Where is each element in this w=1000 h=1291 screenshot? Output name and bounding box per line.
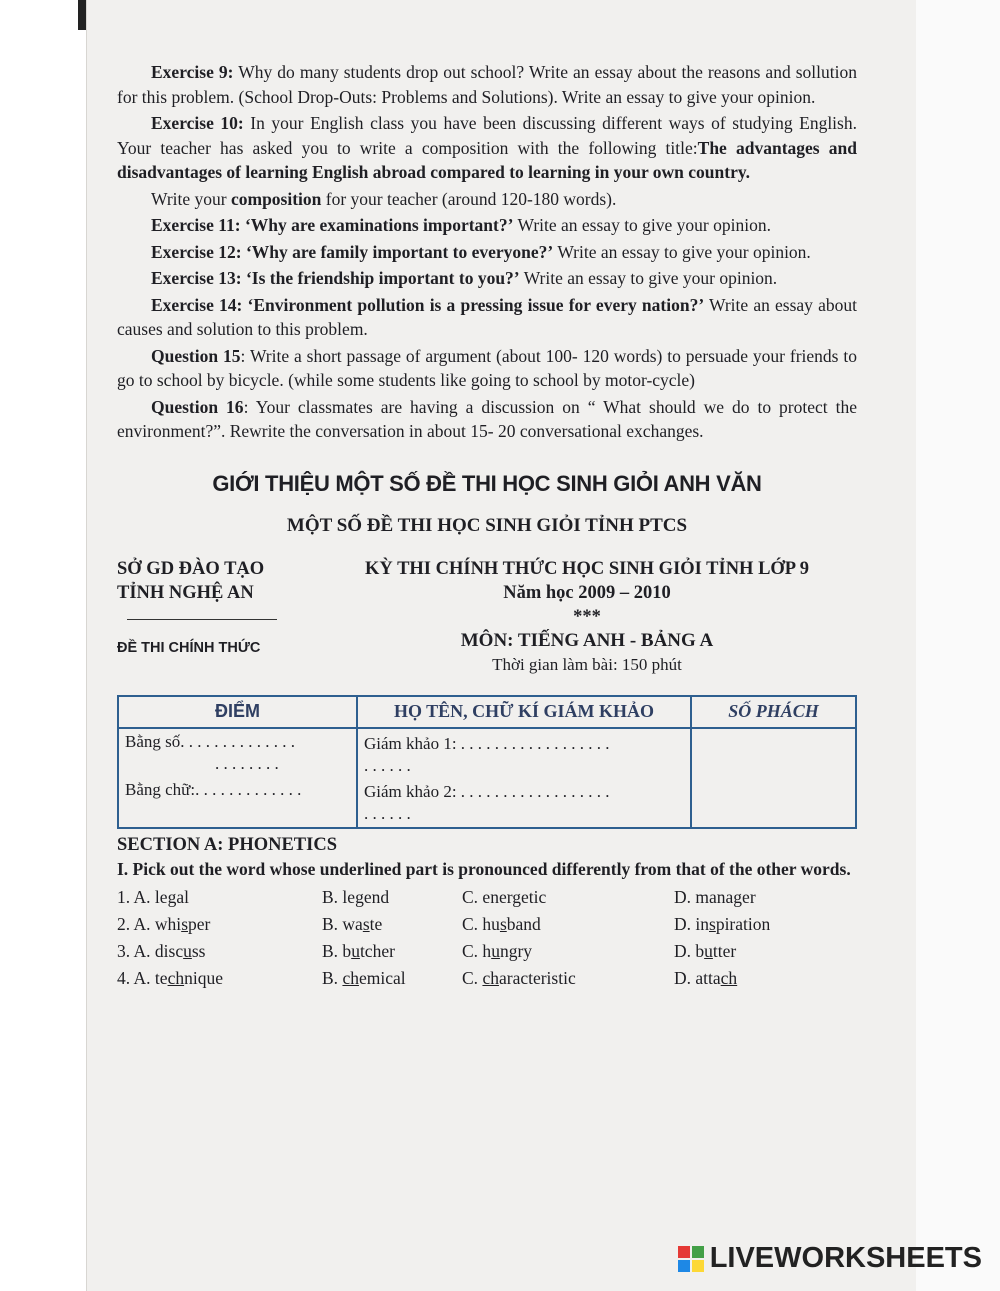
- option-2c[interactable]: C. husband: [462, 913, 541, 934]
- option-1d[interactable]: D. manager: [674, 886, 756, 907]
- option-4d[interactable]: D. attach: [674, 967, 738, 988]
- department-line1: SỞ GD ĐÀO TẠO: [117, 558, 265, 579]
- option-2a[interactable]: 2. A. whisper: [117, 913, 211, 934]
- option-3c[interactable]: C. hungry: [462, 940, 533, 961]
- score-number-cont: . . . . . . . .: [215, 753, 279, 773]
- section-a-heading: SECTION A: PHONETICS: [117, 834, 337, 855]
- marks-table-row: [118, 728, 856, 828]
- score-words-field[interactable]: Bằng chữ:. . . . . . . . . . . . .: [125, 779, 302, 799]
- option-1a[interactable]: 1. A. legal: [117, 886, 189, 907]
- exam-subject: MÔN: TIẾNG ANH - BẢNG A: [460, 629, 714, 651]
- so-phach-cell: [691, 728, 856, 828]
- option-3d[interactable]: D. butter: [674, 940, 737, 961]
- exercise-14: Exercise 14: ‘Environment pollution is a pressing issue for every nation?’ Write an essay about causes and solution to this problem.: [117, 294, 857, 339]
- score-number-field[interactable]: Bằng số. . . . . . . . . . . . . .: [125, 731, 295, 751]
- stars-separator: ***: [573, 606, 601, 627]
- phonetics-options: [117, 884, 857, 992]
- examiner-1-field[interactable]: Giám khảo 1: . . . . . . . . . . . . . . . . . .: [364, 733, 610, 753]
- school-year: Năm học 2009 – 2010: [503, 582, 671, 603]
- option-4c[interactable]: C. characteristic: [462, 967, 576, 988]
- header-divider: [127, 619, 277, 620]
- option-3b[interactable]: B. butcher: [322, 940, 395, 961]
- question-i-instruction: I. Pick out the word whose underlined part is pronounced differently from that of the other words.: [117, 859, 851, 879]
- exam-header-left: [117, 557, 317, 677]
- header-examiners: HỌ TÊN, CHỮ KÍ GIÁM KHẢO: [357, 696, 691, 728]
- liveworksheets-logo-icon: [678, 1246, 704, 1272]
- examiner-2-cont: . . . . . .: [364, 803, 411, 823]
- option-2d[interactable]: D. inspiration: [674, 913, 771, 934]
- question-16: Question 16: Your classmates are having a discussion on “ What should we do to protect the environment?”. Rewrite the conversation in about 15- 20 conversational exchanges.: [117, 396, 857, 441]
- score-cell: [118, 728, 357, 828]
- marks-table-header: [118, 696, 856, 728]
- exercise-11: Exercise 11: ‘Why are examinations important?’ Write an essay to give your opinion.: [151, 215, 771, 235]
- option-4b[interactable]: B. chemical: [322, 967, 406, 988]
- header-diem: ĐIỂM: [118, 696, 357, 728]
- exercise-10-line2: Write your composition for your teacher (around 120-180 words).: [151, 188, 617, 209]
- scan-margin-left: [0, 0, 84, 1291]
- marks-table: [117, 695, 857, 829]
- scan-margin-right: [916, 0, 1000, 1291]
- exam-duration: Thời gian làm bài: 150 phút: [492, 654, 682, 674]
- exam-header-right: [317, 557, 857, 677]
- liveworksheets-watermark: [678, 1242, 982, 1275]
- header-so-phach: SỐ PHÁCH: [691, 696, 856, 728]
- official-exam-label: ĐỀ THI CHÍNH THỨC: [117, 639, 261, 656]
- question-15: Question 15: Write a short passage of argument (about 100- 120 words) to persuade your friends to go to school by bicycle. (while some students like going to school by motor-cycle): [117, 345, 857, 390]
- option-3a[interactable]: 3. A. discuss: [117, 940, 206, 961]
- department-line2: TỈNH NGHỆ AN: [117, 582, 254, 603]
- examiner-cell: [357, 728, 691, 828]
- watermark-text: LIVEWORKSHEETS: [709, 1242, 982, 1274]
- exercise-12: Exercise 12: ‘Why are family important to everyone?’ Write an essay to give your opinion.: [151, 241, 811, 262]
- page-content: [117, 60, 857, 992]
- exercise-10: Exercise 10: In your English class you have been discussing different ways of studying English. Your teacher has asked you to write a composition with the following title:The advantages and disadvantages of learning English abroad compared to learning in your own country.: [117, 113, 857, 182]
- option-1b[interactable]: B. legend: [322, 886, 390, 907]
- examiner-2-field[interactable]: Giám khảo 2: . . . . . . . . . . . . . . . . . .: [364, 781, 610, 801]
- option-4a[interactable]: 4. A. technique: [117, 967, 223, 988]
- option-1c[interactable]: C. energetic: [462, 886, 547, 907]
- section-subtitle: MỘT SỐ ĐỀ THI HỌC SINH GIỎI TỈNH PTCS: [286, 515, 688, 536]
- exercise-9: Exercise 9: Why do many students drop out school? Write an essay about the reasons and sollution for this problem. (School Drop-Outs: Problems and Solutions). Write an essay to give your opinion.: [117, 62, 857, 107]
- exam-name: KỲ THI CHÍNH THỨC HỌC SINH GIỎI TỈNH LỚP 9: [365, 558, 809, 579]
- section-title: GIỚI THIỆU MỘT SỐ ĐỀ THI HỌC SINH GIỎI ANH VĂN: [212, 470, 762, 496]
- option-2b[interactable]: B. waste: [322, 913, 383, 934]
- examiner-1-cont: . . . . . .: [364, 755, 411, 775]
- exam-header: [117, 557, 857, 677]
- document-page: [86, 0, 917, 1291]
- exercise-13: Exercise 13: ‘Is the friendship important to you?’ Write an essay to give your opinion.: [151, 268, 778, 288]
